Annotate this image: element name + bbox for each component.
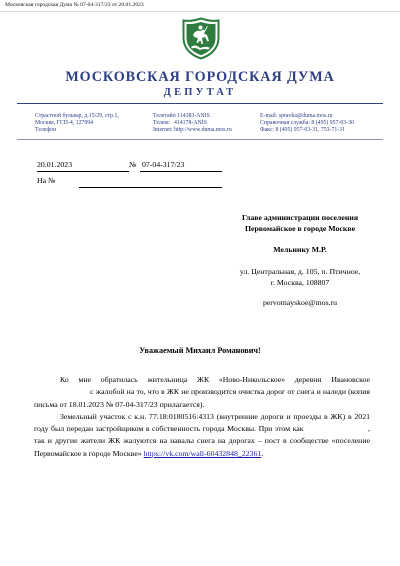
- number-label: №: [129, 160, 137, 169]
- redacted-name: [34, 389, 88, 397]
- address-block: [35, 113, 119, 135]
- vk-post-link[interactable]: https://vk.com/wall-60432848_22361: [143, 448, 262, 458]
- help-desk-line: Справочная служба: 8 (495) 957-03-30: [260, 120, 354, 127]
- date-underline: [37, 171, 129, 172]
- salutation: Уважаемый Михаил Романович!: [139, 346, 261, 355]
- paragraph-text: , так и другие жители ЖК жалуются на навалы снега на дорогах – пост в сообществе «поселение Первомайское в городе Москве»: [34, 424, 370, 458]
- document-date: 20.01.2023: [37, 160, 73, 169]
- website-link[interactable]: Internet: http://www.duma.mos.ru: [153, 127, 232, 134]
- teletype-block: [153, 113, 232, 135]
- paragraph: [34, 411, 370, 460]
- letter-body: [34, 374, 370, 460]
- reply-number-label: На №: [37, 176, 56, 185]
- address-line: г. Москва, 108807: [270, 278, 330, 287]
- addressee-title: [220, 212, 380, 234]
- address-line: Телефон: [35, 127, 57, 134]
- number-underline: [140, 171, 222, 172]
- addressee-title-line: Главе администрации поселения: [241, 213, 359, 222]
- letterhead-divider: [17, 103, 383, 104]
- paragraph-text: .: [261, 448, 264, 458]
- addressee-address: [220, 266, 380, 288]
- paragraph: [34, 374, 370, 411]
- header-divider: [0, 11, 400, 12]
- teletype-line: Телетайп 114383-ANIS: [153, 113, 210, 119]
- email-link[interactable]: E-mail: spravka@duma.mos.ru: [260, 113, 333, 119]
- paragraph-text: с жалобой на то, что в ЖК не производится очистка дорог от снега и наледи (копия письма от 18.01.2023 № 07-04-317/23 прилагается).: [34, 387, 370, 409]
- address-line: ул. Центральная, д. 105, п. Птичное,: [239, 267, 361, 276]
- paragraph-text: Земельный участок с к.н. 77:18:0180516:4313 (внутренние дороги и проезды в ЖК) в 2021 году был передан застройщиком в собственность города Москвы. При этом как: [34, 411, 370, 434]
- redacted-name: [306, 425, 368, 433]
- address-line: Страстной бульвар, д.15/29, стр.1,: [35, 113, 119, 119]
- address-line: Москва, ГСП-4, 127994: [35, 120, 94, 127]
- document-number: 07-04-317/23: [142, 160, 185, 169]
- organization-title: МОСКОВСКАЯ ГОРОДСКАЯ ДУМА: [65, 69, 335, 85]
- contacts-divider: [17, 139, 383, 140]
- contact-block: [260, 113, 354, 135]
- addressee-title-line: Первомайское в городе Москве: [244, 224, 356, 233]
- reply-number-underline: [79, 187, 222, 188]
- telex-line: Телекс 414178-ANIS: [153, 120, 207, 127]
- fax-line: Факс: 8 (495) 957-03-31, 753-71-31: [260, 127, 346, 134]
- registration-stamp-header: Московская городская Дума № 07-04-317/23 от 20.01.2023: [5, 2, 144, 8]
- coat-of-arms-icon: [181, 17, 221, 60]
- addressee-name: Мельнику М.Р.: [273, 245, 327, 254]
- addressee-email[interactable]: pervomayskoe@mos.ru: [262, 298, 338, 307]
- deputy-title: ДЕПУТАТ: [163, 87, 237, 98]
- paragraph-text: Ко мне обратилась жительница ЖК «Ново-Никольское» деревни Ивановское: [60, 375, 370, 384]
